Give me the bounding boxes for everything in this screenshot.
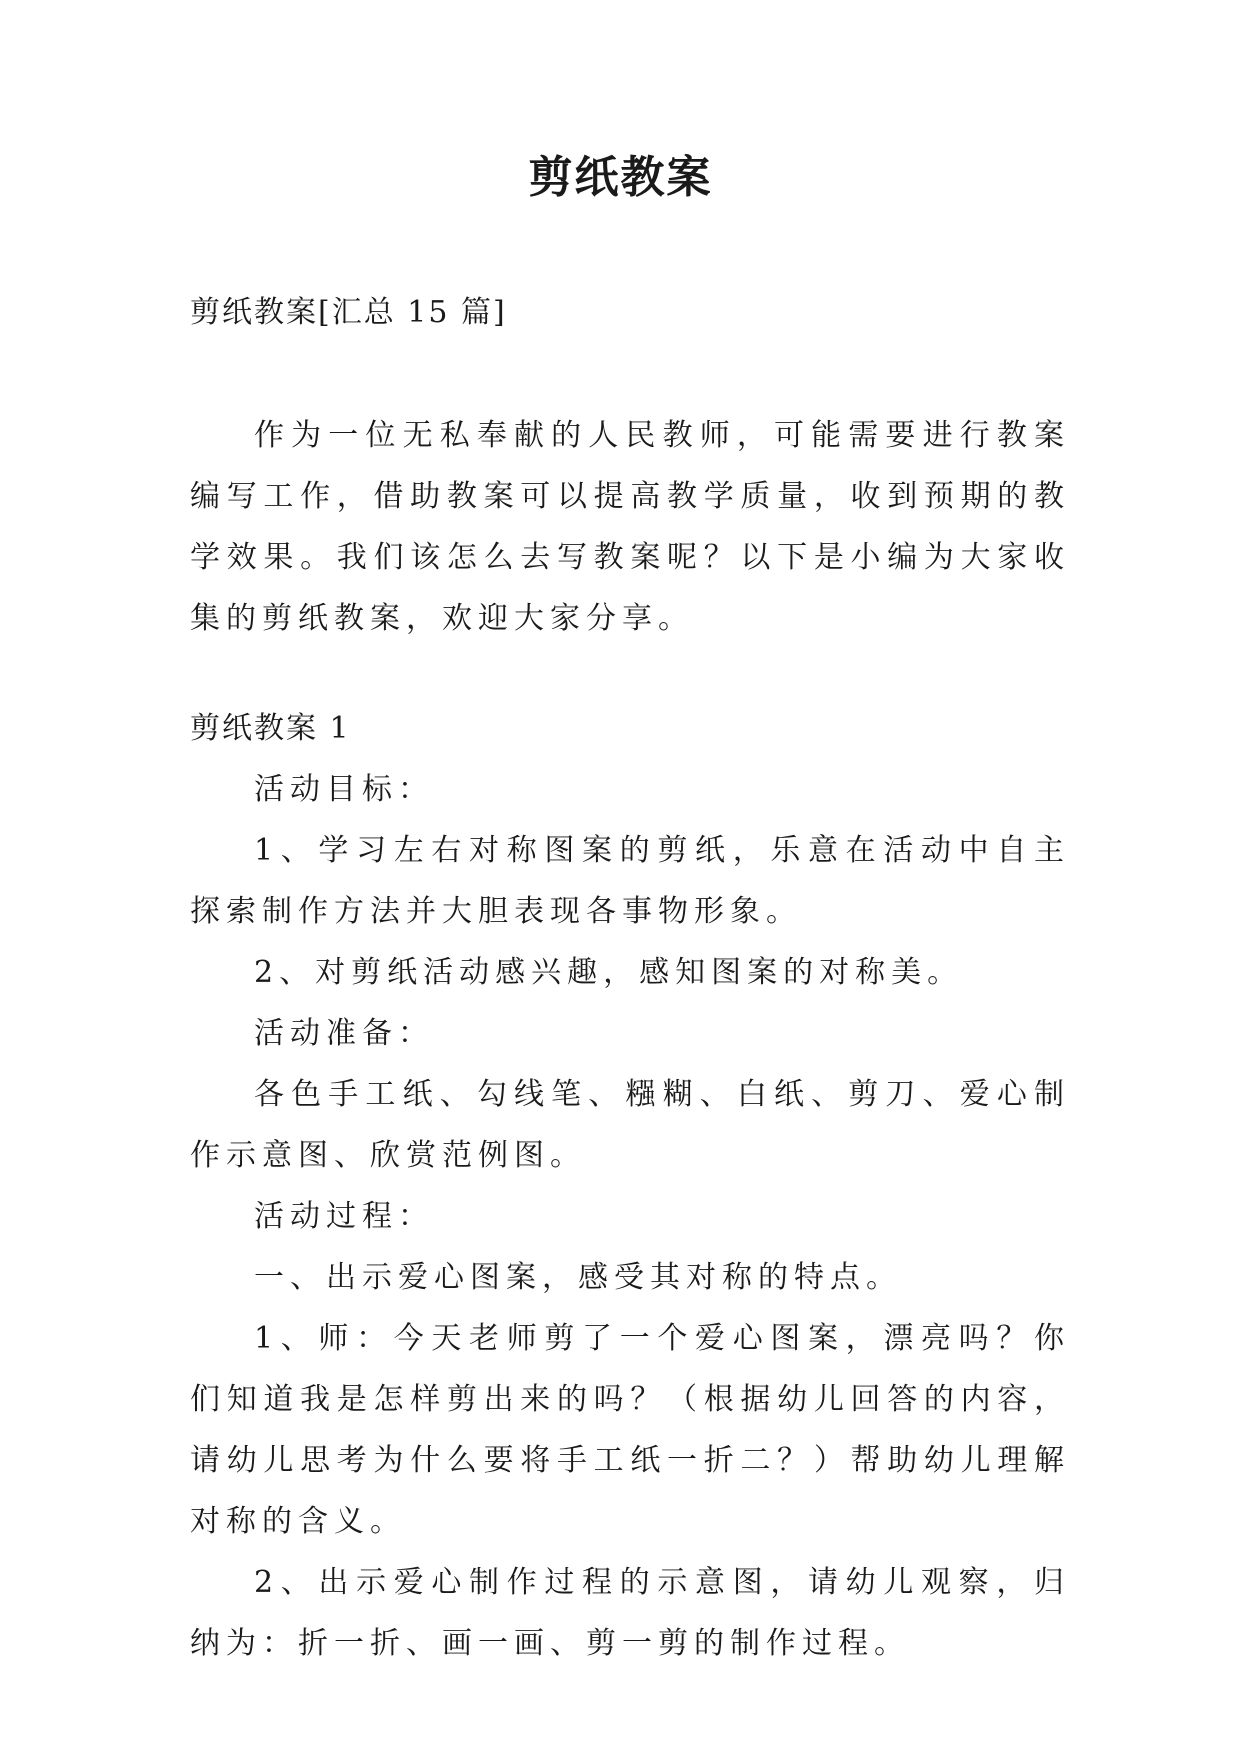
- document-subtitle: 剪纸教案[汇总 15 篇]: [190, 295, 507, 330]
- process-substep-2: 2、出示爱心制作过程的示意图，请幼儿观察，归纳为：折一折、画一画、剪一剪的制作过程。: [190, 1565, 1070, 1661]
- process-step-1: 一、出示爱心图案，感受其对称的特点。: [254, 1260, 902, 1295]
- preparation-materials: 各色手工纸、勾线笔、糨糊、白纸、剪刀、爱心制作示意图、欣赏范例图。: [190, 1077, 1070, 1173]
- lesson-section: [190, 698, 1070, 1674]
- intro-paragraph: 作为一位无私奉献的人民教师，可能需要进行教案编写工作，借助教案可以提高教学质量，收到预期的教学效果。我们该怎么去写教案呢？以下是小编为大家收集的剪纸教案，欢迎大家分享。: [190, 418, 1070, 636]
- document-title: 剪纸教案: [528, 152, 713, 203]
- intro-section: [190, 405, 1070, 649]
- process-substep-1: 1、师：今天老师剪了一个爱心图案，漂亮吗？你们知道我是怎样剪出来的吗？（根据幼儿回答的内容，请幼儿思考为什么要将手工纸一折二？）帮助幼儿理解对称的含义。: [190, 1321, 1070, 1539]
- goal-item-1: 1、学习左右对称图案的剪纸，乐意在活动中自主探索制作方法并大胆表现各事物形象。: [190, 833, 1070, 929]
- goal-item-2: 2、对剪纸活动感兴趣，感知图案的对称美。: [254, 955, 964, 990]
- heading-activity-preparation: 活动准备：: [254, 1016, 434, 1051]
- heading-activity-process: 活动过程：: [254, 1199, 434, 1234]
- heading-activity-goals: 活动目标：: [254, 772, 434, 807]
- section-heading: 剪纸教案 1: [190, 711, 351, 746]
